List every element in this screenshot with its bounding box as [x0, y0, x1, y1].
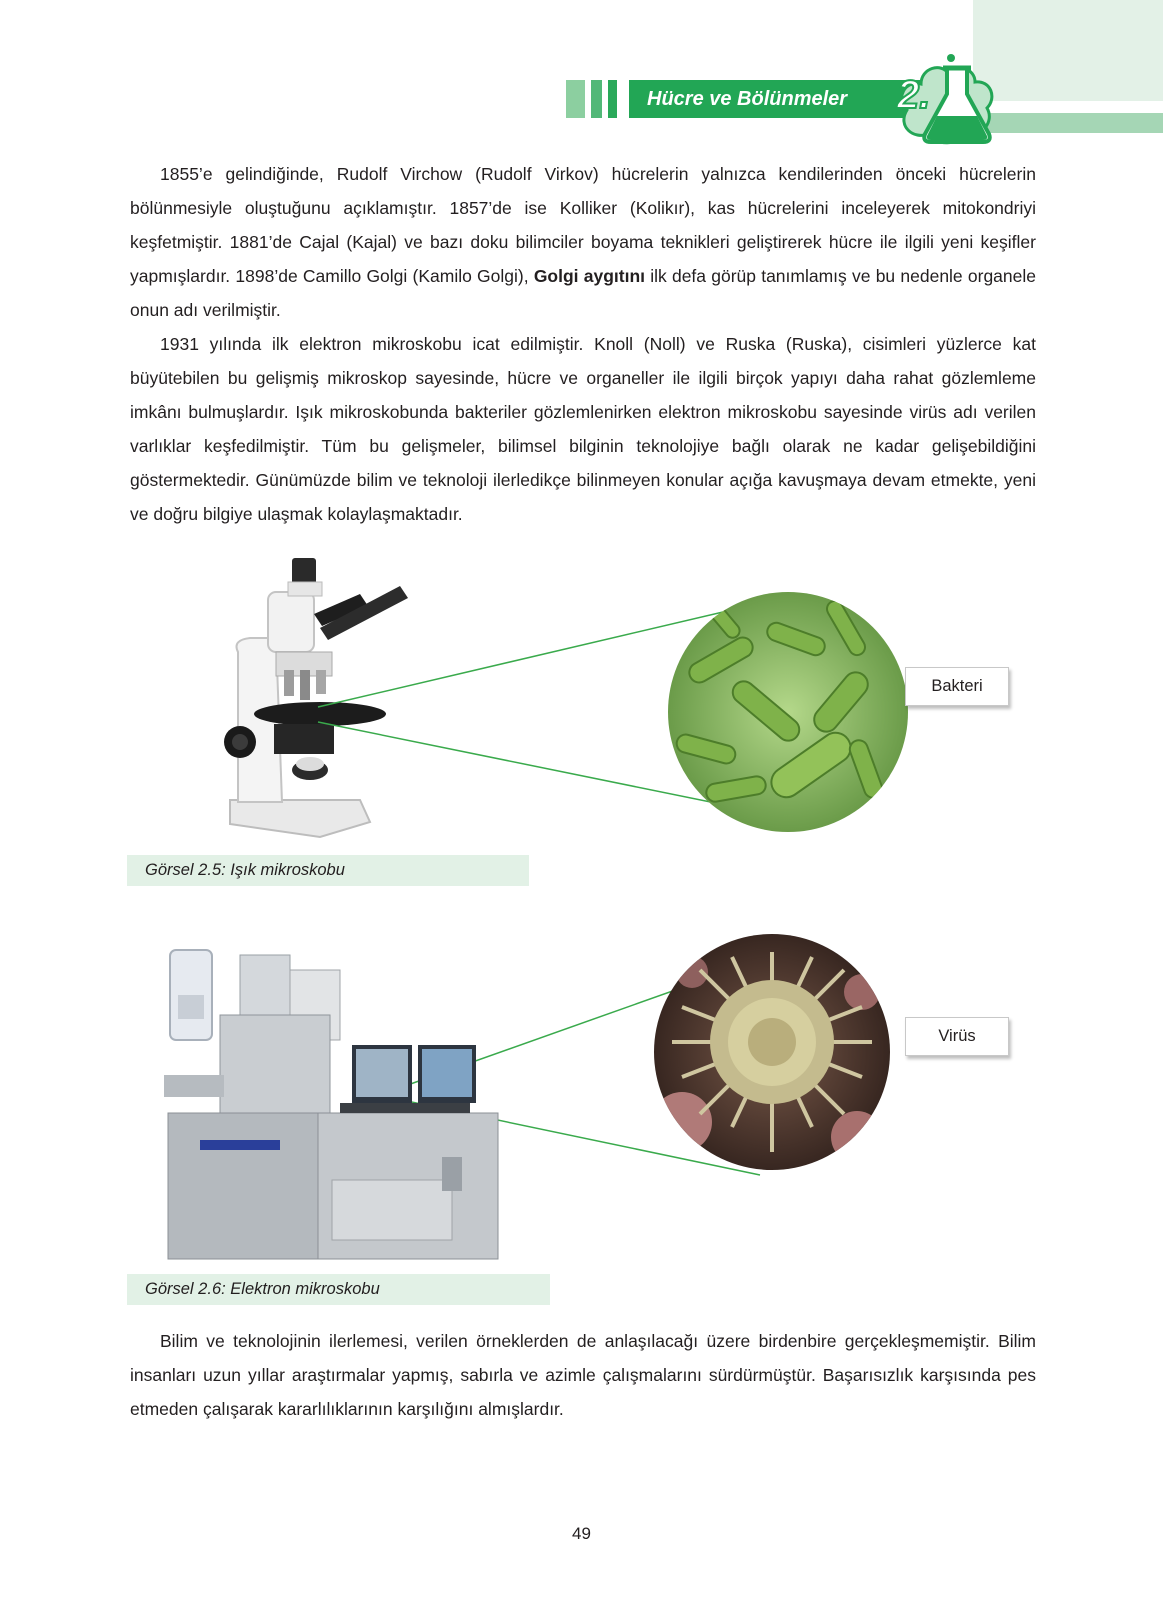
paragraph-1	[130, 157, 1036, 327]
paragraph-1-bold-term: Golgi aygıtını	[533, 266, 646, 286]
body-text-top	[130, 157, 1036, 531]
chapter-number: 2.	[897, 73, 931, 117]
body-text-bottom	[130, 1324, 1036, 1426]
bacteria-image	[666, 590, 910, 834]
paragraph-3: Bilim ve teknolojinin ilerlemesi, verilen örneklerden de anlaşılacağı üzere birdenbire gerçekleşmemiştir. Bilim insanları uzun yıllar araştırmalar yapmış, sabırla ve azimle çalışmalarını sürdürmüştür. Başarısızlık karşısında pes etmeden çalışarak kararlılıklarının karşılığını almışlardır.	[130, 1331, 1036, 1419]
light-microscope-image	[210, 552, 410, 842]
chapter-title: Hücre ve Bölünmeler	[629, 80, 922, 118]
paragraph-1-text: 1855’e gelindiğinde, Rudolf Virchow (Rudolf Virkov) hücrelerin yalnızca kendilerinden önceki hücrelerin bölünmesiyle oluştuğunu açıklamıştır. 1857’de ise Kolliker (Kolikır), kas hücrelerini inceleyerek mitokondriyi keşfetmiştir. 1881’de Cajal (Kajal) ve bazı doku bilimciler boyama teknikleri geliştirerek hücre ile ilgili yeni keşifler yapmışlardır. 1898’de Camillo Golgi (Kamilo Golgi),	[130, 164, 1036, 286]
figure-caption-light-microscope: Görsel 2.5: Işık mikroskobu	[127, 855, 529, 886]
bacteria-label: Bakteri	[905, 667, 1009, 706]
virus-label: Virüs	[905, 1017, 1009, 1056]
header-bar-light	[566, 80, 585, 118]
page-number: 49	[572, 1524, 591, 1543]
figure-caption-electron-microscope: Görsel 2.6: Elektron mikroskobu	[127, 1274, 550, 1305]
header-bar-dark	[608, 80, 617, 118]
virus-image	[652, 932, 892, 1172]
paragraph-2: 1931 yılında ilk elektron mikroskobu icat edilmiştir. Knoll (Noll) ve Ruska (Ruska), cisimleri yüzlerce kat büyütebilen bu gelişmiş mikroskop sayesinde, hücre ve organeller ile ilgili birçok yapıyı daha rahat gözlemleme imkânı bulmuşlardır. Işık mikroskobunda bakteriler gözlemlenirken elektron mikroskobu sayesinde virüs adı verilen varlıklar keşfedilmiştir. Tüm bu gelişmeler, bilimsel bilginin teknolojiye bağlı olarak ne kadar gelişebildiğini göstermektedir. Günümüzde bilim ve teknoloji ilerledikçe bilinmeyen konular açığa kavuşmaya devam etmekte, yeni ve doğru bilgiye ulaşmak kolaylaşmaktadır.	[130, 334, 1036, 524]
paragraph-1-text-end: ilk defa görüp tanımlamış ve bu nedenle organele onun adı verilmiştir.	[130, 266, 1036, 320]
header-bar-mid	[591, 80, 602, 118]
electron-microscope-image	[160, 935, 522, 1260]
chapter-badge	[895, 50, 1015, 150]
